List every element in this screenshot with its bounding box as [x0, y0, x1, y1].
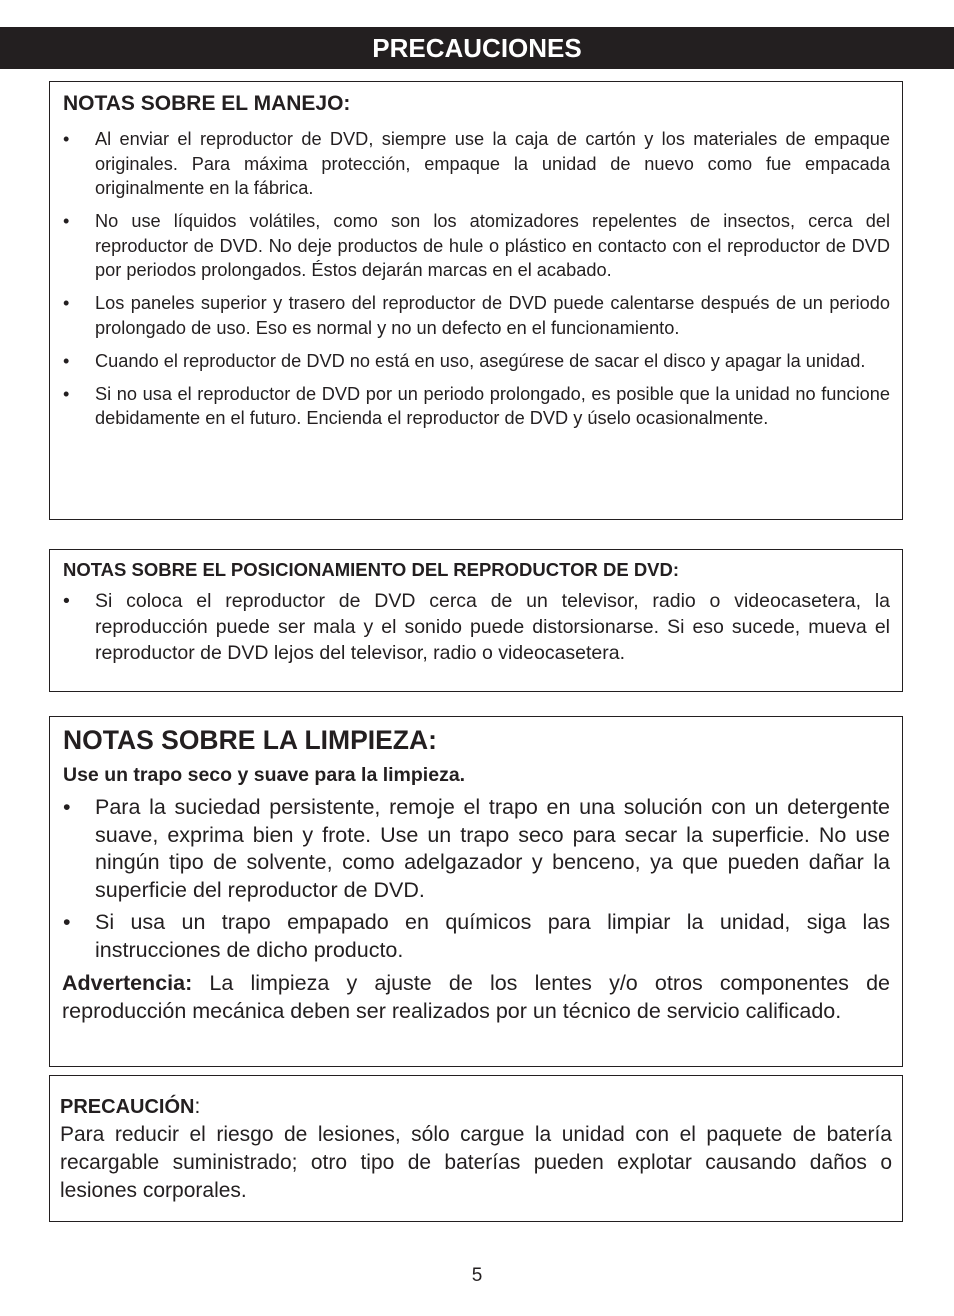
bullet-icon: • — [63, 293, 70, 313]
bullet-icon: • — [63, 795, 71, 819]
page-header — [0, 27, 954, 69]
list-item: • Los paneles superior y trasero del reproductor de DVD puede calentarse después de un periodo prolongado de uso. Eso es normal y no un defecto en el funcionamiento. — [63, 293, 890, 338]
bullet-icon: • — [63, 211, 70, 231]
warning-label: Advertencia: — [62, 971, 193, 995]
bullet-icon: • — [63, 910, 71, 934]
list-item: • Si coloca el reproductor de DVD cerca de un televisor, radio o videocasetera, la reproducción puede ser mala y el sonido puede distorsionarse. Si eso sucede, mueva el reproductor de DVD lejos del televisor, radio o videocasetera. — [63, 590, 890, 664]
positioning-notes-list — [63, 588, 890, 666]
caution-colon: : — [194, 1095, 201, 1118]
bullet-icon: • — [63, 129, 70, 149]
bullet-icon: • — [63, 383, 70, 404]
caution-box — [49, 1075, 903, 1222]
caution-text: Para reducir el riesgo de lesiones, sólo cargue la unidad con el paquete de batería recargable suministrado; otro tipo de baterías pueden explotar causando daños o lesiones corporales. — [60, 1123, 892, 1202]
list-item: • Si usa un trapo empapado en químicos para limpiar la unidad, siga las instrucciones de dicho producto. — [63, 910, 890, 962]
warning-text: La limpieza y ajuste de los lentes y/o otros componentes de reproducción mecánica deben ser realizados por un técnico de servicio calificado. — [62, 971, 890, 1023]
cleaning-notes-box — [49, 716, 903, 1067]
cleaning-warning — [62, 970, 890, 1025]
cleaning-notes-list — [63, 794, 890, 969]
list-item: • No use líquidos volátiles, como son los atomizadores repelentes de insectos, cerca del reproductor de DVD. No deje productos de hule o plástico en contacto con el reproductor de DVD por periodos prolongados. Éstos dejarán marcas en el acabado. — [63, 211, 890, 280]
page-number: 5 — [471, 1265, 483, 1286]
positioning-notes-title: NOTAS SOBRE EL POSICIONAMIENTO DEL REPRODUCTOR DE DVD: — [63, 559, 680, 580]
list-item: • Si no usa el reproductor de DVD por un periodo prolongado, es posible que la unidad no funcione debidamente en el futuro. Encienda el reproductor de DVD y úselo ocasionalmente. — [63, 383, 890, 428]
bullet-icon: • — [63, 350, 70, 371]
handling-notes-title: NOTAS SOBRE EL MANEJO: — [63, 92, 351, 115]
cleaning-notes-title: NOTAS SOBRE LA LIMPIEZA: — [63, 725, 437, 755]
positioning-notes-box — [49, 549, 903, 692]
page-title: PRECAUCIONES — [372, 33, 582, 63]
bullet-icon: • — [63, 590, 70, 612]
handling-notes-list — [63, 127, 890, 439]
list-item: • Al enviar el reproductor de DVD, siempre use la caja de cartón y los materiales de empaque originales. Para máxima protección, empaque la unidad de nuevo como fue empacada originalmente en la fábrica. — [63, 129, 890, 198]
cleaning-notes-subtitle: Use un trapo seco y suave para la limpieza. — [63, 764, 466, 786]
handling-notes-box — [49, 81, 903, 520]
list-item: • Cuando el reproductor de DVD no está en uso, asegúrese de sacar el disco y apagar la unidad. — [63, 349, 890, 374]
list-item: • Para la suciedad persistente, remoje el trapo en una solución con un detergente suave, exprima bien y frote. Use un trapo seco para secar la superficie. No use ningún tipo de solvente, como adelgazador y benceno, ya que pueden dañar la superficie del reproductor de DVD. — [63, 795, 890, 902]
caution-paragraph — [60, 1093, 892, 1205]
caution-label: PRECAUCIÓN — [60, 1096, 195, 1118]
